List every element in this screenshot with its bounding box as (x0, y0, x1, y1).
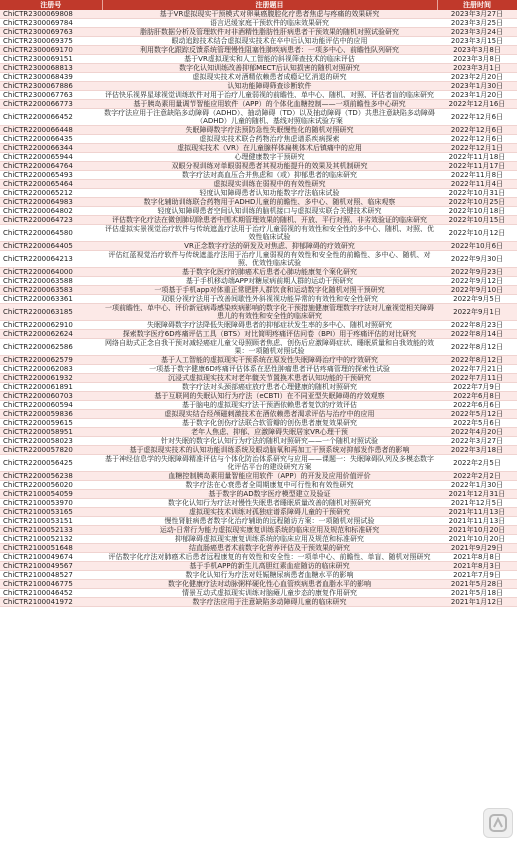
table-row (0, 481, 517, 490)
registration-date-cell: 2022年3月27日 (437, 437, 517, 446)
registration-date-cell: 2022年12月6日 (437, 109, 517, 126)
registration-date-cell: 2023年3月8日 (437, 55, 517, 64)
table-row (0, 580, 517, 589)
registration-date-cell: 2022年7月9日 (437, 383, 517, 392)
registration-date-cell: 2022年1月30日 (437, 481, 517, 490)
registration-date-cell: 2022年9月5日 (437, 295, 517, 304)
table-row (0, 162, 517, 171)
registration-date-cell: 2022年10月18日 (437, 207, 517, 216)
registration-date-cell: 2021年11月13日 (437, 517, 517, 526)
registration-number-cell: ChiCTR2100049674 (0, 553, 102, 562)
table-row (0, 490, 517, 499)
table-row (0, 589, 517, 598)
table-row (0, 109, 517, 126)
registration-number-cell: ChiCTR2100048527 (0, 571, 102, 580)
registration-title-cell: 基于手机移动端APP对糖尿病前期人群的运动干预研究 (102, 277, 437, 286)
registration-number-cell: ChiCTR2200061932 (0, 374, 102, 383)
registration-number-cell: ChiCTR2200061891 (0, 383, 102, 392)
table-row (0, 428, 517, 437)
table-row (0, 100, 517, 109)
registration-date-cell: 2022年10月25日 (437, 198, 517, 207)
table-row (0, 562, 517, 571)
registration-number-cell: ChiCTR2300067763 (0, 91, 102, 100)
registration-number-cell: ChiCTR2200059615 (0, 419, 102, 428)
registration-number-cell: ChiCTR2100054059 (0, 490, 102, 499)
registration-title-cell: 双眼分视训练对单眼弱视患者其视功能提升的效果及其机制研究 (102, 162, 437, 171)
registration-date-cell: 2022年11月8日 (437, 171, 517, 180)
registration-title-cell: 轻度认知障碍患者认知功能数字疗法临床试验 (102, 189, 437, 198)
registration-date-cell: 2022年8月23日 (437, 321, 517, 330)
table-row (0, 517, 517, 526)
registration-number-cell: ChiCTR2200066435 (0, 135, 102, 144)
registration-number-cell: ChiCTR2200063588 (0, 277, 102, 286)
registration-title-cell: 虚拟现实技术训练对孤独症谱系障碍儿童的干预研究 (102, 508, 437, 517)
registration-date-cell: 2022年12月16日 (437, 100, 517, 109)
registration-date-cell: 2022年8月14日 (437, 330, 517, 339)
registration-title-cell: 血糖控制胰岛素用量智能应用软件（APP）的开发及应用价值评价 (102, 472, 437, 481)
registration-number-cell: ChiCTR2200065944 (0, 153, 102, 162)
registration-date-cell: 2022年9月1日 (437, 304, 517, 321)
registration-number-cell: ChiCTR2100052132 (0, 535, 102, 544)
table-row (0, 544, 517, 553)
registration-number-cell: ChiCTR2200065464 (0, 180, 102, 189)
registration-title-cell: 虚拟现实结合经颅磁刺激技术在酒依赖患者渴求评估与治疗中的应用 (102, 410, 437, 419)
registration-title-cell: 基于互联网的失眠认知行为疗法（eCBTI）在不同亚型失眠障碍的疗效观察 (102, 392, 437, 401)
registration-number-cell: ChiCTR2200058951 (0, 428, 102, 437)
registration-title-cell: 数字化辅助训练联合药物用于ADHD儿童的前瞻性、多中心、随机对照、临床观察 (102, 198, 437, 207)
table-row (0, 419, 517, 428)
registration-number-cell: ChiCTR2100041972 (0, 598, 102, 607)
table-row (0, 189, 517, 198)
table-row (0, 82, 517, 91)
registration-number-cell: ChiCTR2100046775 (0, 580, 102, 589)
registration-date-cell: 2023年3月25日 (437, 19, 517, 28)
registration-date-cell: 2023年3月24日 (437, 28, 517, 37)
registration-title-cell: 基于神经信息学的失眠障碍精准评估与个体化防治体系研究与应用——课题一：失眠障碍队列及多模态数字化评估平台的建设研究方案 (102, 455, 437, 472)
registration-number-cell: ChiCTR2200062586 (0, 339, 102, 356)
registration-date-cell: 2023年1月30日 (437, 82, 517, 91)
table-row (0, 330, 517, 339)
registration-date-cell: 2022年5月6日 (437, 419, 517, 428)
registration-title-cell: 网络自助式正念自我干预对减轻癌症儿童父母照顾者焦虑、创伤后应激障碍症状、睡眠质量和自我效能的效果：一项随机对照试验 (102, 339, 437, 356)
registration-number-cell: ChiCTR2300069170 (0, 46, 102, 55)
table-row (0, 64, 517, 73)
registration-date-cell: 2022年10月12日 (437, 225, 517, 242)
registration-date-cell: 2022年3月18日 (437, 446, 517, 455)
registration-title-cell: 运动-日常行为能力虚拟现实康复训练系统的临床应用及规范和标准研究 (102, 526, 437, 535)
registration-title-cell: 评估数字化疗法在微创肺切除患者中围术期管理效果的随机、开放、平行对照、非劣效验证的临床研究 (102, 216, 437, 225)
registration-title-cell: 认知功能障碍筛查诊断软件 (102, 82, 437, 91)
registration-title-cell: 基于数字的AD数字医疗模型建立及验证 (102, 490, 437, 499)
registration-title-cell: 数字疗法应用于注意缺陷多动障碍（ADHD）、抽动障碍（TD）以及抽动障碍（TD）共患注意缺陷多动障碍（ADHD）儿童的随机、基线对照临床试验方案 (102, 109, 437, 126)
registration-date-cell: 2021年10月20日 (437, 526, 517, 535)
header-registration-number: 注册号 (0, 0, 102, 10)
registration-title-cell: 评估虚拟实景视觉治疗软件与传统遮盖疗法用于治疗儿童弱视的有效性和安全性的多中心、随机、对照、优效性临床试验 (102, 225, 437, 242)
registration-title-cell: 眼动追踪技术结合虚拟现实技术在卒中后认知功能评估中的应用 (102, 37, 437, 46)
registration-title-cell: 基于虚拟现实技术的认知功能训练系统及眼动脑氧和再加工干预系统对抑郁发作患者的影响 (102, 446, 437, 455)
app-logo-icon (484, 809, 512, 837)
table-row (0, 268, 517, 277)
table-row (0, 295, 517, 304)
registration-title-cell: 脂肪肝数据分析及管理软件对非酒精性脂肪性肝病患者干预效果的随机对照试验研究 (102, 28, 437, 37)
registration-number-cell: ChiCTR2200064213 (0, 251, 102, 268)
registration-number-cell: ChiCTR2200060703 (0, 392, 102, 401)
registration-number-cell: ChiCTR2100053151 (0, 517, 102, 526)
registration-date-cell: 2021年8月3日 (437, 562, 517, 571)
table-header-row (0, 0, 517, 10)
table-row (0, 446, 517, 455)
table-row (0, 55, 517, 64)
table-row (0, 144, 517, 153)
table-row (0, 339, 517, 356)
registration-number-cell: ChiCTR2200060594 (0, 401, 102, 410)
registration-number-cell: ChiCTR2200064723 (0, 216, 102, 225)
table-row (0, 46, 517, 55)
registration-title-cell: 数字化认知行为疗法对妊娠糖尿病患者血糖水平的影响 (102, 571, 437, 580)
table-row (0, 73, 517, 82)
table-row (0, 356, 517, 365)
registration-date-cell: 2022年9月23日 (437, 268, 517, 277)
table-row (0, 598, 517, 607)
registration-date-cell: 2022年9月10日 (437, 286, 517, 295)
registration-title-cell: 慢性肾脏病患者数字化治疗辅助的远程随访方案：一项随机对照试验 (102, 517, 437, 526)
registration-date-cell: 2023年1月20日 (437, 91, 517, 100)
table-row (0, 135, 517, 144)
registration-title-cell: 评估快乐视界星球视觉训练软件对用于治疗儿童弱视的前瞻性、单中心、随机、对照、评估者盲的临床研究 (102, 91, 437, 100)
registration-title-cell: 数字化认知训练改善抑郁MECT后认知损害的随机对照研究 (102, 64, 437, 73)
registration-number-cell: ChiCTR2200066452 (0, 109, 102, 126)
table-row (0, 10, 517, 19)
registration-title-cell: 评估数字化疗法对肺癌术后患者远程康复的有效性和安全性：一项单中心、前瞻性、单盲、随机对照研究 (102, 553, 437, 562)
registration-title-cell: 基于脑电的虚拟现实疗法干预酒依赖患者复饮的疗效评估 (102, 401, 437, 410)
registration-title-cell: 基于手机APP的新生儿高胆红素血症随访的临床研究 (102, 562, 437, 571)
registration-number-cell: ChiCTR2200062579 (0, 356, 102, 365)
table-row (0, 225, 517, 242)
registration-title-cell: 基于VR虚拟现实和人工智能的斜视筛查技术的临床评估 (102, 55, 437, 64)
registration-number-cell: ChiCTR2200066344 (0, 144, 102, 153)
registration-title-cell: 基于数字化医疗的肺癌术后患者心肺功能康复个案化研究 (102, 268, 437, 277)
registration-number-cell: ChiCTR2200063361 (0, 295, 102, 304)
registration-number-cell: ChiCTR2300067886 (0, 82, 102, 91)
registration-date-cell: 2022年10月31日 (437, 189, 517, 198)
registration-number-cell: ChiCTR2200066448 (0, 126, 102, 135)
registration-title-cell: 数字化健康疗法对动脉粥样硬化性心血管疾病患者血脂水平的影响 (102, 580, 437, 589)
registration-number-cell: ChiCTR2200058023 (0, 437, 102, 446)
registration-date-cell: 2022年9月30日 (437, 251, 517, 268)
registration-title-cell: 语言迟缓家庭干预软件的临床效果研究 (102, 19, 437, 28)
table-row (0, 571, 517, 580)
registration-number-cell: ChiCTR2200064802 (0, 207, 102, 216)
table-row (0, 437, 517, 446)
registration-title-cell: 数字疗法应用于注意缺陷多动障碍儿童的临床研究 (102, 598, 437, 607)
table-row (0, 304, 517, 321)
table-row (0, 499, 517, 508)
registration-title-cell: 一项基于手机app对体重正常肥胖人群饮食和运动数字化随机对照干预研究 (102, 286, 437, 295)
registration-date-cell: 2021年11月13日 (437, 508, 517, 517)
registration-number-cell: ChiCTR2100053970 (0, 499, 102, 508)
registration-date-cell: 2022年11月4日 (437, 180, 517, 189)
registration-date-cell: 2021年5月18日 (437, 589, 517, 598)
registration-number-cell: ChiCTR2200056425 (0, 455, 102, 472)
registration-number-cell: ChiCTR2200063185 (0, 304, 102, 321)
registration-title-cell: 双眼分视疗法用于改善间歇性外斜视视功能异常的有效性和安全性研究 (102, 295, 437, 304)
registration-title-cell: 基于数字化创伤疗法联合软管瓣的创伤患者康复效果研究 (102, 419, 437, 428)
registration-title-cell: 一项前瞻性、单中心、评价新冠病毒感染疾病影响的数字化干预措施健康管理数字疗法对儿童视觉相关障碍患儿的有效性和安全性的临床研究 (102, 304, 437, 321)
registration-date-cell: 2022年2月5日 (437, 455, 517, 472)
registration-date-cell: 2021年7月9日 (437, 571, 517, 580)
registration-title-cell: 失眠障碍数字疗法预防急性失眠慢性化的随机对照研究 (102, 126, 437, 135)
registration-date-cell: 2021年1月12日 (437, 598, 517, 607)
registration-title-cell: 数字化认知行为疗法对慢性失眠患者睡眠质量改善的随机对照研究 (102, 499, 437, 508)
registration-date-cell: 2022年4月20日 (437, 428, 517, 437)
registration-date-cell: 2021年5月28日 (437, 580, 517, 589)
registration-date-cell: 2021年12月31日 (437, 490, 517, 499)
registration-date-cell: 2023年3月8日 (437, 46, 517, 55)
registration-number-cell: ChiCTR2200064405 (0, 242, 102, 251)
registration-number-cell: ChiCTR2200062083 (0, 365, 102, 374)
registration-number-cell: ChiCTR2300069151 (0, 55, 102, 64)
registration-number-cell: ChiCTR2300069375 (0, 37, 102, 46)
registration-number-cell: ChiCTR2200062910 (0, 321, 102, 330)
registration-number-cell: ChiCTR2300069808 (0, 10, 102, 19)
registration-date-cell: 2022年6月8日 (437, 392, 517, 401)
registration-number-cell: ChiCTR2200062624 (0, 330, 102, 339)
registration-number-cell: ChiCTR2200059836 (0, 410, 102, 419)
registration-date-cell: 2021年9月29日 (437, 544, 517, 553)
registration-date-cell: 2022年7月11日 (437, 374, 517, 383)
registration-date-cell: 2022年6月6日 (437, 401, 517, 410)
table-row (0, 126, 517, 135)
registration-title-cell: 虚拟现实技术对酒精依赖患者成瘾记忆消退的研究 (102, 73, 437, 82)
registration-date-cell: 2022年5月12日 (437, 410, 517, 419)
registration-number-cell: ChiCTR2200065493 (0, 171, 102, 180)
registration-number-cell: ChiCTR2200064000 (0, 268, 102, 277)
table-row (0, 392, 517, 401)
registration-title-cell: 探索数字医疗6D疼痛评估工具（BTS）对比简明疼痛评估问卷（BPI）用于疼痛评估的对比研究 (102, 330, 437, 339)
registration-date-cell: 2021年12月5日 (437, 499, 517, 508)
registration-title-cell: 利用数字化跟踪反馈系统管理慢性阻塞性肺疾病患者：一项多中心、前瞻性队列研究 (102, 46, 437, 55)
table-row (0, 526, 517, 535)
registration-title-cell: 数字疗法对高血压合并焦虑和（或）抑郁患者的临床研究 (102, 171, 437, 180)
registration-number-cell: ChiCTR2100049567 (0, 562, 102, 571)
registration-date-cell: 2023年3月1日 (437, 64, 517, 73)
registration-date-cell: 2023年2月20日 (437, 73, 517, 82)
registration-number-cell: ChiCTR2200065212 (0, 189, 102, 198)
registration-date-cell: 2021年8月8日 (437, 553, 517, 562)
registration-number-cell: ChiCTR2200064764 (0, 162, 102, 171)
table-row (0, 365, 517, 374)
table-row (0, 277, 517, 286)
registration-number-cell: ChiCTR2200056020 (0, 481, 102, 490)
table-row (0, 19, 517, 28)
table-row (0, 251, 517, 268)
table-row (0, 153, 517, 162)
registration-title-cell: 针对失眠的数字化认知行为疗法的随机对照研究——一个随机对照试验 (102, 437, 437, 446)
table-body (0, 10, 517, 607)
registration-date-cell: 2022年10月6日 (437, 242, 517, 251)
registration-number-cell: ChiCTR2300069763 (0, 28, 102, 37)
registration-number-cell: ChiCTR2300068813 (0, 64, 102, 73)
table-row (0, 180, 517, 189)
registration-title-cell: 虚拟现实技术联合药物治疗焦虑谱系疾病探索 (102, 135, 437, 144)
registration-number-cell: ChiCTR2200064580 (0, 225, 102, 242)
table-row (0, 171, 517, 180)
registration-title-cell: 老年人焦虑、抑郁、应激障碍失眠居家VR心理干预 (102, 428, 437, 437)
table-row (0, 508, 517, 517)
table-row (0, 374, 517, 383)
table-row (0, 383, 517, 392)
registration-number-cell: ChiCTR2200066773 (0, 100, 102, 109)
registration-date-cell: 2022年11月17日 (437, 162, 517, 171)
table-row (0, 410, 517, 419)
table-row (0, 455, 517, 472)
registration-date-cell: 2022年12月6日 (437, 126, 517, 135)
registration-title-cell: 心理健康数字干预研究 (102, 153, 437, 162)
registration-number-cell: ChiCTR2200056238 (0, 472, 102, 481)
watermark-logo (483, 808, 513, 838)
table-row (0, 553, 517, 562)
registration-number-cell: ChiCTR2200063583 (0, 286, 102, 295)
registration-title-cell: 基于VR虚拟现实干预模式对卵巢癌腹腔化疗患者焦虑与疼痛的效果研究 (102, 10, 437, 19)
table-row (0, 207, 517, 216)
table-row (0, 401, 517, 410)
registration-title-cell: 情景互动式虚拟现实训练对脑瘫儿童步态的康复作用研究 (102, 589, 437, 598)
registration-date-cell: 2023年3月15日 (437, 37, 517, 46)
registration-number-cell: ChiCTR2100053165 (0, 508, 102, 517)
registration-number-cell: ChiCTR2100052133 (0, 526, 102, 535)
table-row (0, 37, 517, 46)
registration-number-cell: ChiCTR2300068439 (0, 73, 102, 82)
registration-date-cell: 2022年2月2日 (437, 472, 517, 481)
table-row (0, 472, 517, 481)
table-row (0, 216, 517, 225)
registration-title-cell: 虚拟现实训练在弱视中的有效性研究 (102, 180, 437, 189)
table-row (0, 28, 517, 37)
table-row (0, 286, 517, 295)
registration-title-cell: 评估红蓝视觉治疗软件与传统遮盖疗法用于治疗儿童弱视的有效性和安全性的前瞻性、多中心、随机、对照、优效性临床试验 (102, 251, 437, 268)
registration-date-cell: 2022年10月15日 (437, 216, 517, 225)
registration-date-cell: 2021年10月20日 (437, 535, 517, 544)
registration-date-cell: 2022年12月6日 (437, 135, 517, 144)
table-row (0, 242, 517, 251)
registration-title-cell: 失眠障碍数字疗法降低失眠障碍患者的抑郁症状发生率的多中心、随机对照研究 (102, 321, 437, 330)
table-row (0, 91, 517, 100)
registration-title-cell: 轻度认知障碍患者空间认知训练的脑机接口与虚拟现实联合关键技术研究 (102, 207, 437, 216)
registration-date-cell: 2022年9月12日 (437, 277, 517, 286)
registration-title-cell: 结直肠癌患者术前数字化营养评估及干预效果的研究 (102, 544, 437, 553)
table-row (0, 198, 517, 207)
registration-title-cell: 沉浸式虚拟现实技术对老年髋关节置换术患者认知功能的干预研究 (102, 374, 437, 383)
registration-number-cell: ChiCTR2100046452 (0, 589, 102, 598)
header-registration-date: 注册时间 (437, 0, 517, 10)
registration-title-cell: 抑郁障碍虚拟现实康复训练系统的临床应用及规范和标准研究 (102, 535, 437, 544)
registration-date-cell: 2022年8月12日 (437, 356, 517, 365)
registration-title-cell: VR正念数字疗法的研发及对焦虑、抑郁障碍的疗效研究 (102, 242, 437, 251)
registration-title-cell: 数字疗法对头颈部癌症放疗患者心理健康的随机对照研究 (102, 383, 437, 392)
registration-number-cell: ChiCTR2100051648 (0, 544, 102, 553)
header-registration-title: 注册题目 (102, 0, 437, 10)
registration-date-cell: 2022年12月1日 (437, 144, 517, 153)
registration-date-cell: 2023年3月27日 (437, 10, 517, 19)
registration-number-cell: ChiCTR2300069784 (0, 19, 102, 28)
registration-title-cell: 基于人工智能的虚拟现实干预系统在原发性失眠障碍治疗中的疗效研究 (102, 356, 437, 365)
registration-number-cell: ChiCTR2200064983 (0, 198, 102, 207)
table-row (0, 321, 517, 330)
registration-title-cell: 数字疗法在心衰患者全周期康复中可行性和有效性研究 (102, 481, 437, 490)
registration-date-cell: 2022年8月12日 (437, 339, 517, 356)
registration-date-cell: 2022年11月18日 (437, 153, 517, 162)
registration-title-cell: 基于胰岛素用量调节智能应用软件（APP）的个体化血糖控制——一项前瞻性多中心研究 (102, 100, 437, 109)
table-row (0, 535, 517, 544)
registration-title-cell: 虚拟现实技术（VR）在儿童腺样体扁桃体术后镇痛中的应用 (102, 144, 437, 153)
registration-date-cell: 2022年7月21日 (437, 365, 517, 374)
registration-title-cell: 一项基于数字健康6D疼痛评估体系在恶性肿瘤患者评估疼痛管理的探索性试验 (102, 365, 437, 374)
registration-number-cell: ChiCTR2200057820 (0, 446, 102, 455)
